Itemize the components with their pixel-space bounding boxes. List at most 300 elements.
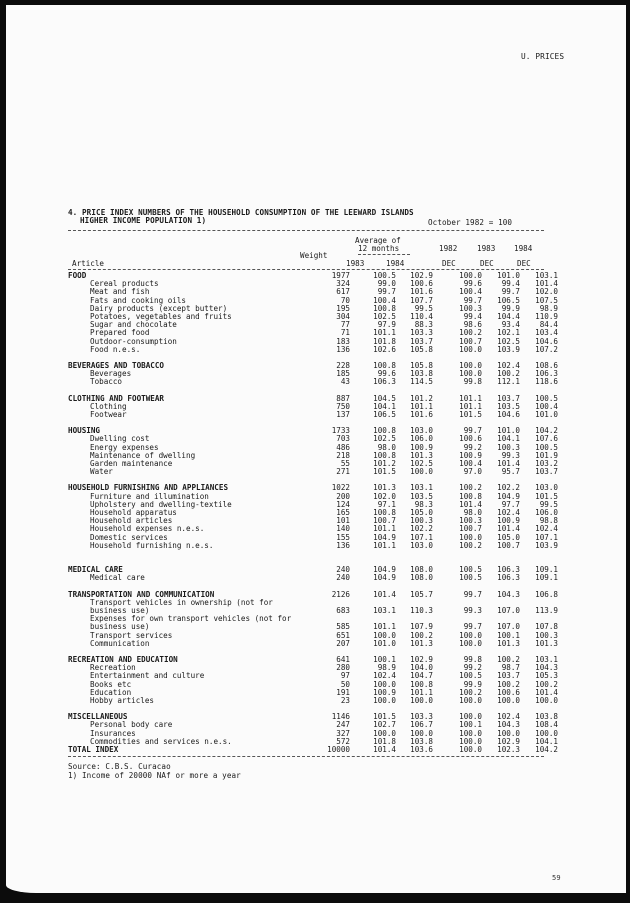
cell-dec1984: 101.4 bbox=[535, 279, 558, 289]
cell-dec1984: 100.0 bbox=[535, 695, 558, 705]
cell-dec1982: 99.7 bbox=[463, 589, 482, 599]
cell-dec1984: 101.9 bbox=[535, 450, 558, 460]
cell-weight: 2126 bbox=[331, 589, 350, 599]
table-row bbox=[68, 378, 558, 386]
cell-dec1983: 99.7 bbox=[501, 287, 520, 297]
cell-weight: 10000 bbox=[327, 744, 350, 754]
cell-dec1982: 100.0 bbox=[459, 736, 482, 746]
cell-weight: 70 bbox=[340, 295, 350, 305]
cell-weight: 124 bbox=[336, 499, 350, 509]
cell-dec1982: 99.8 bbox=[463, 654, 482, 664]
cell-article: Prepared food bbox=[90, 328, 150, 338]
total-row bbox=[68, 746, 558, 754]
cell-avg1984: 103.7 bbox=[410, 336, 433, 346]
cell-avg1984: 107.7 bbox=[410, 295, 433, 305]
cell-dec1983: 100.7 bbox=[497, 540, 520, 550]
cell-avg1984: 107.1 bbox=[410, 532, 433, 542]
header-dec-1984: DEC bbox=[517, 259, 531, 268]
table-row bbox=[68, 468, 558, 476]
cell-avg1983: 100.4 bbox=[373, 295, 396, 305]
cell-avg1984: 99.5 bbox=[414, 303, 433, 313]
cell-avg1983: 101.3 bbox=[373, 483, 396, 493]
cell-dec1982 bbox=[433, 550, 482, 558]
cell-avg1983: 100.0 bbox=[373, 695, 396, 705]
cell-dec1983: 101.4 bbox=[497, 524, 520, 534]
cell-article: Garden maintenance bbox=[90, 459, 173, 469]
cell-dec1983: 106.3 bbox=[497, 565, 520, 575]
table-subtitle: HIGHER INCOME POPULATION 1) bbox=[80, 216, 207, 225]
cell-avg1983: 100.1 bbox=[373, 654, 396, 664]
cell-weight: 280 bbox=[336, 663, 350, 673]
spacer-row bbox=[68, 705, 558, 713]
cell-article bbox=[68, 550, 302, 558]
cell-dec1983: 104.9 bbox=[497, 491, 520, 501]
table-row bbox=[68, 574, 558, 582]
cell-avg1983: 100.5 bbox=[373, 271, 396, 280]
cell-weight: 887 bbox=[336, 393, 350, 403]
cell-dec1983: 103.9 bbox=[497, 344, 520, 354]
cell-dec1982: 99.2 bbox=[463, 442, 482, 452]
cell-avg1983: 104.5 bbox=[373, 393, 396, 403]
cell-avg1983: 100.8 bbox=[373, 450, 396, 460]
cell-dec1983: 107.0 bbox=[497, 605, 520, 615]
cell-weight: 23 bbox=[340, 695, 350, 705]
cell-dec1983: 103.5 bbox=[497, 401, 520, 411]
header-average-rule bbox=[358, 254, 410, 255]
cell-dec1982: 100.3 bbox=[459, 303, 482, 313]
cell-avg1984: 105.0 bbox=[410, 508, 433, 518]
cell-article: Energy expenses bbox=[90, 442, 159, 452]
cell-dec1984: 106.8 bbox=[535, 589, 558, 599]
cell-dec1984 bbox=[520, 550, 558, 558]
cell-dec1983: 100.0 bbox=[497, 695, 520, 705]
cell-weight: 55 bbox=[340, 459, 350, 469]
cell-avg1984: 105.8 bbox=[410, 344, 433, 354]
cell-avg1984: 104.0 bbox=[410, 663, 433, 673]
cell-dec1982: 100.6 bbox=[459, 434, 482, 444]
cell-dec1984: 110.9 bbox=[535, 312, 558, 322]
header-year-1982: 1982 bbox=[439, 244, 458, 253]
cell-dec1984: 104.3 bbox=[535, 663, 558, 673]
cell-weight: 304 bbox=[336, 312, 350, 322]
header-article: Article bbox=[72, 259, 105, 268]
cell-weight: 240 bbox=[336, 565, 350, 575]
cell-avg1983: 101.0 bbox=[373, 638, 396, 648]
cell-dec1984: 107.1 bbox=[535, 532, 558, 542]
cell-weight: 136 bbox=[336, 344, 350, 354]
cell-dec1982: 100.5 bbox=[459, 671, 482, 681]
cell-avg1984: 98.3 bbox=[414, 499, 433, 509]
cell-article: Tobacco bbox=[90, 377, 123, 387]
cell-weight: 140 bbox=[336, 524, 350, 534]
cell-avg1984: 88.3 bbox=[414, 320, 433, 330]
cell-article: Transport vehicles in ownership (not for bbox=[90, 597, 273, 607]
cell-dec1984: 104.2 bbox=[535, 426, 558, 436]
cell-avg1984: 102.9 bbox=[410, 654, 433, 664]
cell-weight: 137 bbox=[336, 410, 350, 420]
cell-dec1982: 99.8 bbox=[463, 377, 482, 387]
cell-dec1983: 101.0 bbox=[497, 426, 520, 436]
cell-article: Personal body care bbox=[90, 720, 173, 730]
cell-article: Upholstery and dwelling-textile bbox=[90, 499, 232, 509]
cell-dec1984: 100.2 bbox=[535, 679, 558, 689]
cell-article: Communication bbox=[90, 638, 150, 648]
cell-article: Recreation bbox=[90, 663, 136, 673]
cell-weight: 136 bbox=[336, 540, 350, 550]
cell-dec1983: 104.6 bbox=[497, 410, 520, 420]
cell-weight: 43 bbox=[340, 377, 350, 387]
cell-dec1984: 103.2 bbox=[535, 459, 558, 469]
cell-dec1982: 101.4 bbox=[459, 499, 482, 509]
header-average-line1: Average of bbox=[355, 236, 401, 245]
cell-avg1984: 110.3 bbox=[410, 605, 433, 615]
table-row bbox=[68, 721, 558, 729]
cell-dec1984: 113.9 bbox=[535, 605, 558, 615]
cell-article: Hobby articles bbox=[90, 695, 155, 705]
cell-avg1983: 97.1 bbox=[377, 499, 396, 509]
cell-dec1982: 100.0 bbox=[459, 695, 482, 705]
header-year-1984: 1984 bbox=[514, 244, 533, 253]
cell-avg1983: 100.8 bbox=[373, 508, 396, 518]
cell-dec1984: 101.4 bbox=[535, 687, 558, 697]
cell-avg1983: 98.9 bbox=[377, 663, 396, 673]
cell-dec1982: 99.6 bbox=[463, 279, 482, 289]
cell-dec1982: 100.7 bbox=[459, 524, 482, 534]
cell-avg1983: 100.0 bbox=[373, 679, 396, 689]
cell-dec1983: 103.7 bbox=[497, 393, 520, 403]
cell-avg1984: 100.2 bbox=[410, 630, 433, 640]
header-dec-1983: DEC bbox=[480, 259, 494, 268]
cell-article: Household articles bbox=[90, 516, 173, 526]
cell-dec1983: 100.6 bbox=[497, 687, 520, 697]
cell-avg1983: 101.4 bbox=[373, 589, 396, 599]
cell-weight: 572 bbox=[336, 736, 350, 746]
cell-dec1982: 100.0 bbox=[459, 361, 482, 371]
cell-dec1982: 100.0 bbox=[459, 728, 482, 738]
page-number: 59 bbox=[552, 874, 561, 882]
cell-avg1984: 100.9 bbox=[410, 442, 433, 452]
cell-avg1983: 101.5 bbox=[373, 467, 396, 477]
cell-dec1984: 98.9 bbox=[539, 303, 558, 313]
group-row bbox=[68, 362, 558, 370]
cell-dec1983: 105.0 bbox=[497, 532, 520, 542]
cell-dec1982: 99.7 bbox=[463, 426, 482, 436]
cell-avg1983: 102.6 bbox=[373, 344, 396, 354]
cell-avg1984: 102.5 bbox=[410, 459, 433, 469]
cell-dec1982: 100.3 bbox=[459, 516, 482, 526]
cell-dec1983: 100.2 bbox=[497, 679, 520, 689]
cell-dec1984: 100.0 bbox=[535, 728, 558, 738]
cell-avg1983: 100.8 bbox=[373, 303, 396, 313]
cell-dec1982: 99.3 bbox=[463, 605, 482, 615]
cell-dec1982: 100.0 bbox=[459, 744, 482, 754]
cell-dec1982: 100.0 bbox=[459, 369, 482, 379]
header-year-1983: 1983 bbox=[477, 244, 496, 253]
cell-dec1983: 102.4 bbox=[497, 508, 520, 518]
cell-weight: 1146 bbox=[331, 712, 350, 722]
spacer-row bbox=[68, 419, 558, 427]
cell-avg1983: 100.0 bbox=[373, 728, 396, 738]
cell-dec1984: 106.0 bbox=[535, 508, 558, 518]
table-row bbox=[68, 672, 558, 680]
cell-avg1983: 101.8 bbox=[373, 336, 396, 346]
header-weight: Weight bbox=[300, 251, 328, 260]
cell-article: Furniture and illumination bbox=[90, 491, 209, 501]
cell-avg1983: 103.1 bbox=[373, 605, 396, 615]
table-row bbox=[68, 697, 558, 705]
table-row bbox=[68, 370, 558, 378]
header-dec-1982: DEC bbox=[442, 259, 456, 268]
cell-article: business use) bbox=[90, 622, 150, 632]
cell-avg1983: 102.4 bbox=[373, 671, 396, 681]
cell-weight: 71 bbox=[340, 328, 350, 338]
cell-weight: 195 bbox=[336, 303, 350, 313]
cell-weight: 750 bbox=[336, 401, 350, 411]
footnote: 1) Income of 20000 NAf or more a year bbox=[68, 771, 241, 780]
cell-weight: 155 bbox=[336, 532, 350, 542]
cell-dec1984: 108.6 bbox=[535, 361, 558, 371]
cell-avg1984: 103.0 bbox=[410, 540, 433, 550]
cell-dec1984: 104.6 bbox=[535, 336, 558, 346]
cell-weight: 50 bbox=[340, 679, 350, 689]
cell-avg1984: 100.6 bbox=[410, 279, 433, 289]
cell-dec1984: 103.9 bbox=[535, 540, 558, 550]
cell-dec1982: 99.7 bbox=[463, 295, 482, 305]
cell-article: Sugar and chocolate bbox=[90, 320, 177, 330]
cell-avg1983: 99.6 bbox=[377, 369, 396, 379]
cell-avg1983: 101.8 bbox=[373, 736, 396, 746]
table-row bbox=[68, 640, 558, 648]
table-title: 4. PRICE INDEX NUMBERS OF THE HOUSEHOLD CONSUMPTION OF THE LEEWARD ISLANDS bbox=[68, 208, 414, 217]
cell-dec1983: 100.1 bbox=[497, 630, 520, 640]
base-period: October 1982 = 100 bbox=[428, 218, 513, 227]
table-row bbox=[68, 411, 558, 419]
cell-dec1983: 100.0 bbox=[497, 728, 520, 738]
cell-dec1982: 100.0 bbox=[459, 638, 482, 648]
cell-article: Footwear bbox=[90, 410, 127, 420]
cell-dec1984: 107.2 bbox=[535, 344, 558, 354]
cell-dec1984: 84.4 bbox=[539, 320, 558, 330]
cell-dec1984: 103.4 bbox=[535, 328, 558, 338]
cell-weight: 585 bbox=[336, 622, 350, 632]
cell-dec1983: 97.7 bbox=[501, 499, 520, 509]
cell-article: Household furnishing n.e.s. bbox=[90, 540, 214, 550]
cell-weight: 327 bbox=[336, 728, 350, 738]
cell-article: Clothing bbox=[90, 401, 127, 411]
cell-dec1983: 107.0 bbox=[497, 622, 520, 632]
cell-article: Insurances bbox=[90, 728, 136, 738]
cell-dec1984: 101.5 bbox=[535, 491, 558, 501]
cell-avg1983: 100.7 bbox=[373, 516, 396, 526]
cell-dec1982: 99.4 bbox=[463, 312, 482, 322]
cell-article: Outdoor-consumption bbox=[90, 336, 177, 346]
cell-article: MISCELLANEOUS bbox=[68, 712, 128, 722]
header-top-rule bbox=[68, 230, 544, 231]
cell-dec1984: 118.6 bbox=[535, 377, 558, 387]
cell-avg1984: 105.7 bbox=[410, 589, 433, 599]
cell-article: FOOD bbox=[68, 271, 87, 280]
cell-avg1984: 102.2 bbox=[410, 524, 433, 534]
cell-article: TRANSPORTATION AND COMMUNICATION bbox=[68, 589, 215, 599]
cell-avg1983: 101.1 bbox=[373, 540, 396, 550]
cell-dec1984: 100.5 bbox=[535, 442, 558, 452]
cell-dec1983 bbox=[482, 550, 520, 558]
cell-avg1984: 101.3 bbox=[410, 450, 433, 460]
cell-avg1983: 101.5 bbox=[373, 712, 396, 722]
header-avg-1984: 1984 bbox=[386, 259, 405, 268]
cell-avg1983: 102.5 bbox=[373, 434, 396, 444]
cell-dec1982: 100.0 bbox=[459, 271, 482, 280]
cell-article: Maintenance of dwelling bbox=[90, 450, 196, 460]
cell-avg1984: 104.7 bbox=[410, 671, 433, 681]
cell-dec1983: 112.1 bbox=[497, 377, 520, 387]
cell-dec1983: 104.4 bbox=[497, 312, 520, 322]
cell-dec1984: 106.3 bbox=[535, 369, 558, 379]
cell-avg1983: 106.5 bbox=[373, 410, 396, 420]
cell-article: Medical care bbox=[90, 573, 145, 583]
cell-avg1984: 107.9 bbox=[410, 622, 433, 632]
cell-avg1984: 110.4 bbox=[410, 312, 433, 322]
cell-dec1984: 101.3 bbox=[535, 638, 558, 648]
cell-dec1984: 100.5 bbox=[535, 393, 558, 403]
cell-avg1984: 103.5 bbox=[410, 491, 433, 501]
cell-article: Cereal products bbox=[90, 279, 159, 289]
cell-avg1984: 108.0 bbox=[410, 565, 433, 575]
cell-weight: 683 bbox=[336, 605, 350, 615]
cell-avg1984: 103.0 bbox=[410, 426, 433, 436]
cell-dec1982: 98.0 bbox=[463, 508, 482, 518]
cell-dec1983: 99.4 bbox=[501, 279, 520, 289]
cell-dec1982: 101.5 bbox=[459, 410, 482, 420]
cell-dec1984: 102.4 bbox=[535, 524, 558, 534]
cell-article: HOUSING bbox=[68, 426, 101, 436]
cell-avg1984 bbox=[396, 550, 433, 558]
cell-weight: 240 bbox=[336, 573, 350, 583]
cell-avg1983: 98.0 bbox=[377, 442, 396, 452]
cell-dec1982: 100.0 bbox=[459, 344, 482, 354]
cell-dec1984: 109.1 bbox=[535, 573, 558, 583]
cell-dec1984: 109.1 bbox=[535, 565, 558, 575]
cell-dec1982: 100.7 bbox=[459, 336, 482, 346]
cell-dec1983: 103.7 bbox=[497, 671, 520, 681]
cell-avg1984: 102.9 bbox=[410, 271, 433, 280]
cell-avg1983: 101.1 bbox=[373, 622, 396, 632]
cell-dec1984: 100.3 bbox=[535, 630, 558, 640]
header-average-line2: 12 months bbox=[358, 244, 400, 253]
cell-article: Domestic services bbox=[90, 532, 168, 542]
cell-dec1983: 102.5 bbox=[497, 336, 520, 346]
cell-weight: 1977 bbox=[331, 271, 350, 280]
cell-weight: 77 bbox=[340, 320, 350, 330]
cell-dec1982: 100.0 bbox=[459, 532, 482, 542]
table-row bbox=[68, 542, 558, 550]
cell-avg1983: 102.0 bbox=[373, 491, 396, 501]
cell-avg1984: 101.6 bbox=[410, 410, 433, 420]
cell-dec1982: 99.2 bbox=[463, 663, 482, 673]
cell-weight: 191 bbox=[336, 687, 350, 697]
cell-dec1982: 100.4 bbox=[459, 459, 482, 469]
cell-dec1983: 104.3 bbox=[497, 720, 520, 730]
source-note: Source: C.B.S. Curacao bbox=[68, 762, 171, 771]
cell-avg1984: 100.0 bbox=[410, 695, 433, 705]
cell-article bbox=[68, 419, 302, 427]
cell-weight: 651 bbox=[336, 630, 350, 640]
group-row bbox=[68, 395, 558, 403]
cell-dec1984: 103.1 bbox=[535, 271, 558, 280]
cell-dec1984: 108.4 bbox=[535, 720, 558, 730]
cell-weight: 185 bbox=[336, 369, 350, 379]
cell-avg1983: 100.9 bbox=[373, 687, 396, 697]
cell-weight: 1022 bbox=[331, 483, 350, 493]
cell-weight: 218 bbox=[336, 450, 350, 460]
cell-article: Beverages bbox=[90, 369, 132, 379]
cell-dec1982: 100.8 bbox=[459, 491, 482, 501]
cell-article: Dairy products (except butter) bbox=[90, 303, 228, 313]
cell-dec1983: 99.9 bbox=[501, 303, 520, 313]
cell-dec1983: 106.5 bbox=[497, 295, 520, 305]
running-head: U. PRICES bbox=[521, 52, 565, 61]
cell-dec1983: 100.2 bbox=[497, 654, 520, 664]
cell-avg1983: 104.9 bbox=[373, 532, 396, 542]
cell-weight: 247 bbox=[336, 720, 350, 730]
cell-avg1983: 100.8 bbox=[373, 426, 396, 436]
cell-article: Food n.e.s. bbox=[90, 344, 141, 354]
cell-dec1982: 100.2 bbox=[459, 687, 482, 697]
cell-dec1983: 101.3 bbox=[497, 638, 520, 648]
cell-avg1984: 101.3 bbox=[410, 638, 433, 648]
cell-weight: 617 bbox=[336, 287, 350, 297]
cell-article: HOUSEHOLD FURNISHING AND APPLIANCES bbox=[68, 483, 229, 493]
cell-dec1984: 103.8 bbox=[535, 712, 558, 722]
table-row bbox=[68, 338, 558, 346]
cell-article: business use) bbox=[90, 605, 150, 615]
cell-dec1983: 100.9 bbox=[497, 516, 520, 526]
cell-weight: 165 bbox=[336, 508, 350, 518]
cell-avg1984: 103.3 bbox=[410, 712, 433, 722]
cell-avg1984: 100.0 bbox=[410, 467, 433, 477]
cell-dec1983: 99.3 bbox=[501, 450, 520, 460]
cell-weight: 207 bbox=[336, 638, 350, 648]
cell-article: Education bbox=[90, 687, 132, 697]
table-row bbox=[68, 460, 558, 468]
cell-weight: 228 bbox=[336, 361, 350, 371]
cell-dec1983: 102.9 bbox=[497, 736, 520, 746]
cell-dec1983: 104.1 bbox=[497, 434, 520, 444]
cell-dec1983: 102.4 bbox=[497, 712, 520, 722]
cell-dec1982: 100.2 bbox=[459, 328, 482, 338]
spacer-row bbox=[68, 550, 558, 558]
cell-dec1982: 100.4 bbox=[459, 287, 482, 297]
cell-dec1983: 98.7 bbox=[501, 663, 520, 673]
header-bottom-rule bbox=[68, 269, 544, 270]
cell-dec1983: 100.2 bbox=[497, 369, 520, 379]
cell-dec1983: 102.3 bbox=[497, 744, 520, 754]
cell-avg1983: 102.5 bbox=[373, 312, 396, 322]
price-index-table bbox=[68, 272, 558, 754]
cell-article: Expenses for own transport vehicles (not for bbox=[90, 614, 292, 624]
cell-article: Fats and cooking oils bbox=[90, 295, 187, 305]
cell-article: Household expenses n.e.s. bbox=[90, 524, 205, 534]
cell-dec1982: 101.1 bbox=[459, 393, 482, 403]
cell-weight: 271 bbox=[336, 467, 350, 477]
cell-avg1984: 103.6 bbox=[410, 744, 433, 754]
cell-dec1982: 100.9 bbox=[459, 450, 482, 460]
cell-dec1983: 100.3 bbox=[497, 442, 520, 452]
cell-avg1984: 101.1 bbox=[410, 401, 433, 411]
cell-article: Commodities and services n.e.s. bbox=[90, 736, 232, 746]
table-row bbox=[68, 403, 558, 411]
cell-dec1983: 93.4 bbox=[501, 320, 520, 330]
